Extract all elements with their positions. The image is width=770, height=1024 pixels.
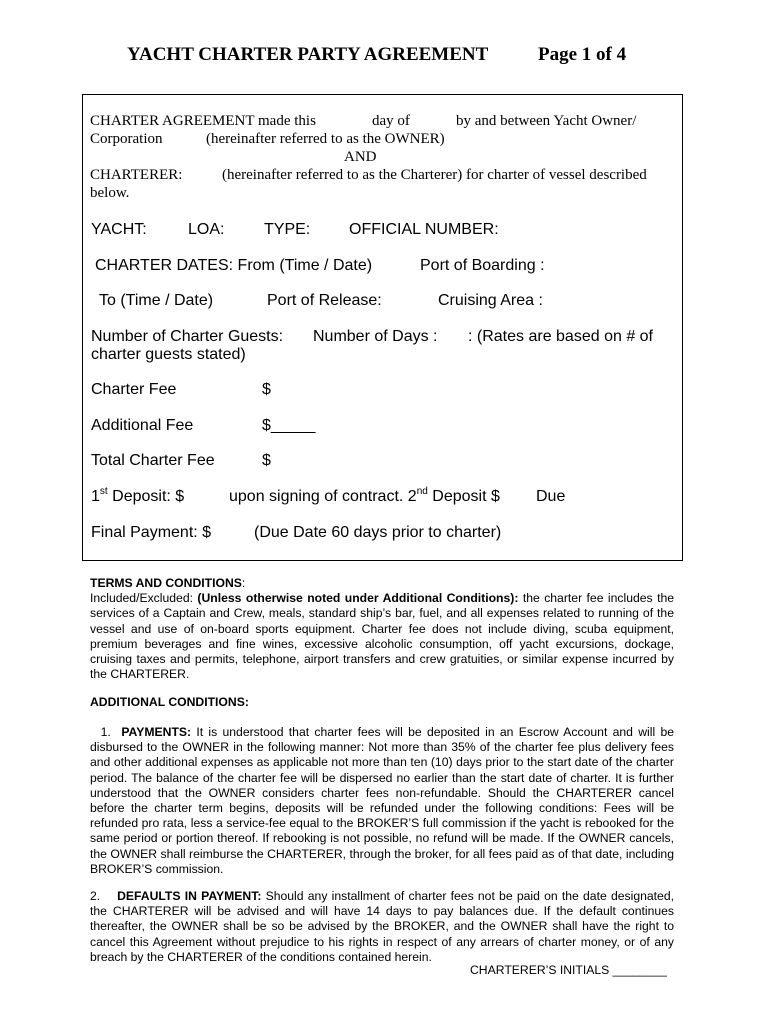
agreement-corporation: Corporation — [90, 131, 163, 147]
agreement-by-between: by and between Yacht Owner/ — [456, 113, 637, 129]
rates-note: : (Rates are based on # of — [468, 328, 653, 345]
charter-dates-to: To (Time / Date) — [99, 292, 214, 309]
agreement-day-of: day of — [372, 113, 410, 129]
charter-guests-label: Number of Charter Guests: — [91, 328, 284, 345]
agreement-charterer-ref: (hereinafter referred to as the Charterer) for charter of vessel described — [222, 167, 647, 183]
official-number-label: OFFICIAL NUMBER: — [349, 221, 499, 238]
loa-label: LOA: — [188, 221, 225, 238]
terms-heading: TERMS AND CONDITIONS — [90, 576, 242, 590]
rates-note-continued: charter guests stated) — [91, 346, 246, 363]
cruising-area-label: Cruising Area : — [438, 292, 543, 309]
final-payment-label: Final Payment: $ — [91, 524, 212, 541]
agreement-below: below. — [90, 185, 130, 201]
terms-included-paragraph: Included/Excluded: (Unless otherwise noted under Additional Conditions): the charter fee includes the services of a Captain and Crew, meals, standard ship’s bar, fuel, and all expenses related to running of the vessel and use of on-board sports equipment. Charter fee does not include diving, scuba equipment, premium beverages and fine wines, excessive alcoholic consumption, off yacht excursions, dockage, cruising taxes and permits, telephone, airport transfers and crew gratuities, or similar expense incurred by the CHARTERER. — [90, 591, 675, 682]
defaults-paragraph: 2. DEFAULTS IN PAYMENT: Should any installment of charter fees not be paid on the date designated, the CHARTERER will be advised and will have 14 days to pay balances due. If the default continues thereafter, the OWNER shall be so be advised by the BROKER, and the OWNER shall have the right to cancel this Agreement without prejudice to his rights in respect of any arrears of charter money, or of any breach by the CHARTERER of the conditions contained herein. — [90, 889, 674, 964]
yacht-label: YACHT: — [91, 221, 147, 238]
agreement-charterer: CHARTERER: — [90, 167, 183, 183]
charter-fee-label: Charter Fee — [91, 381, 177, 398]
agreement-made-this: CHARTER AGREEMENT made this — [90, 113, 316, 129]
charter-dates-from: CHARTER DATES: From (Time / Date) — [95, 257, 373, 274]
total-fee-value: $ — [262, 452, 271, 469]
port-of-release-label: Port of Release: — [267, 292, 382, 309]
additional-fee-label: Additional Fee — [91, 417, 194, 434]
final-payment-due: (Due Date 60 days prior to charter) — [254, 524, 502, 541]
number-of-days-label: Number of Days : — [313, 328, 438, 345]
document-title: YACHT CHARTER PARTY AGREEMENT — [127, 44, 489, 65]
total-fee-label: Total Charter Fee — [91, 452, 215, 469]
deposit-due-label: Due — [536, 488, 566, 505]
terms-section: TERMS AND CONDITIONS: Included/Excluded: (Unless otherwise noted under Additional Conditions): the charter fee includes the services of a Captain and Crew, meals, standard ship’s bar, fuel, and all expenses related to running of the vessel and use of on-board sports equipment. Charter fee does not include diving, scuba equipment, premium beverages and fine wines, excessive alcoholic consumption, off yacht excursions, dockage, cruising taxes and permits, telephone, airport transfers and crew gratuities, or similar expense incurred by the CHARTERER. — [90, 576, 675, 682]
agreement-owner-ref: (hereinafter referred to as the OWNER) — [206, 131, 445, 147]
additional-conditions-heading: ADDITIONAL CONDITIONS: — [90, 695, 249, 709]
additional-fee-value: $_____ — [262, 417, 316, 434]
page-indicator: Page 1 of 4 — [538, 44, 627, 65]
charter-fee-value: $ — [262, 381, 271, 398]
second-deposit-label: upon signing of contract. 2nd Deposit $ — [229, 485, 500, 505]
agreement-and: AND — [344, 149, 377, 165]
payments-paragraph: 1. PAYMENTS: It is understood that charter fees will be deposited in an Escrow Account and will be disbursed to the OWNER in the following manner: Not more than 35% of the charter fee plus delivery fees and other additional expenses as applicable not more than ten (10) days prior to the start date of the charter period. The balance of the charter fee will be dispersed no earlier than the start date of charter. It is further understood that the OWNER considers charter fees non-refundable. Should the CHARTERER cancel before the charter term begins, deposits will be refunded under the following conditions: Fees will be refunded pro rata, less a service-fee equal to the BROKER’S full commission if the yacht is rebooked for the same period or portion thereof. If rebooking is not possible, no refund will be made. If the OWNER cancels, the OWNER shall reimburse the CHARTERER, through the broker, for all fees paid as of that date, including BROKER’S commission. — [90, 725, 674, 876]
port-of-boarding-label: Port of Boarding : — [420, 257, 545, 274]
type-label: TYPE: — [264, 221, 311, 238]
first-deposit-label: 1st Deposit: $ — [91, 485, 185, 505]
charterer-initials: CHARTERER’S INITIALS ________ — [470, 963, 667, 977]
